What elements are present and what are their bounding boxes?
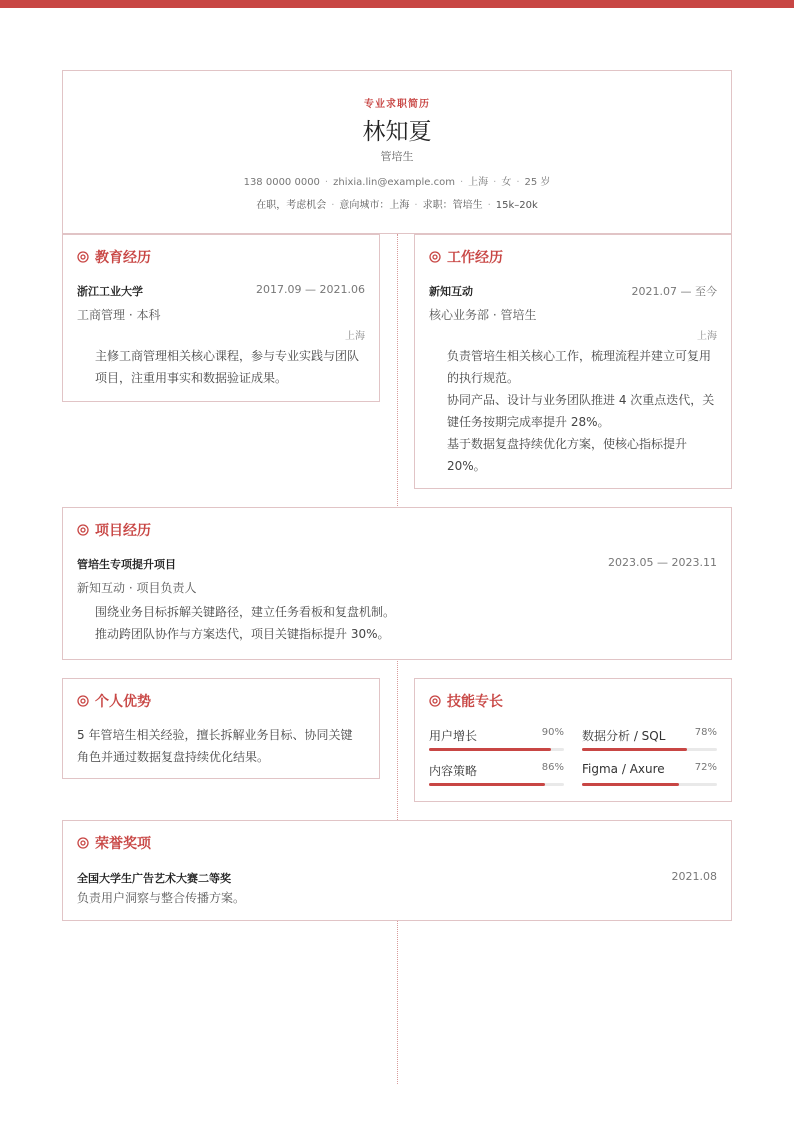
work-description — [447, 345, 714, 477]
education-desc-line: 主修工商管理相关核心课程，参与专业实践与团队 — [95, 349, 360, 363]
award-name: 全国大学生广告艺术大赛二等奖 — [77, 872, 231, 885]
education-school: 浙江工业大学 — [77, 285, 143, 298]
project-desc-line: 推动跨团队协作与方案迭代，项目关键指标提升 30%。 — [95, 627, 390, 641]
skills-card — [414, 678, 732, 802]
work-desc-line: 键任务按期完成率提升 28%。 — [447, 415, 610, 429]
education-location: 上海 — [345, 331, 365, 342]
contact-gender: 女 — [501, 177, 512, 188]
contact-line: 138 0000 0000 · zhixia.lin@example.com · 上海 · 女 · 25 岁 — [243, 177, 551, 188]
skills-title: 技能专长 — [447, 694, 503, 710]
skill-bar — [429, 748, 564, 751]
contact-email: zhixia.lin@example.com — [333, 177, 455, 188]
skill-name: Figma / Axure — [582, 762, 665, 776]
target-icon — [77, 837, 89, 849]
skill-percent: 72% — [694, 762, 717, 773]
skill-bar-fill — [582, 783, 679, 786]
skill-name: 数据分析 / SQL — [582, 729, 666, 743]
awards-card — [62, 820, 732, 921]
project-dates: 2023.05 — 2023.11 — [608, 556, 717, 569]
contact-age: 25 岁 — [524, 177, 551, 188]
education-desc-line: 项目，注重用事实和数据验证成果。 — [95, 371, 288, 385]
resume-kicker: 专业求职简历 — [364, 99, 430, 110]
award-date: 2021.08 — [671, 870, 717, 883]
header-card — [62, 70, 732, 234]
target-icon — [77, 695, 89, 707]
education-heading — [77, 247, 151, 267]
strengths-heading — [77, 691, 151, 711]
skill-bar — [429, 783, 564, 786]
award-description: 负责用户洞察与整合传播方案。 — [77, 891, 246, 905]
education-major: 工商管理 · 本科 — [77, 308, 161, 322]
work-desc-line: 协同产品、设计与业务团队推进 4 次重点迭代，关 — [447, 393, 715, 407]
education-title: 教育经历 — [95, 250, 151, 266]
skills-heading — [429, 691, 503, 711]
strengths-title: 个人优势 — [95, 694, 151, 710]
target-icon — [429, 251, 441, 263]
candidate-role: 管培生 — [380, 150, 414, 163]
status-job: 在职，考虑机会 — [256, 200, 327, 211]
education-dates: 2017.09 — 2021.06 — [256, 283, 365, 296]
work-desc-line: 的执行规范。 — [447, 371, 520, 385]
strengths-card — [62, 678, 380, 779]
project-heading — [77, 520, 151, 540]
skill-bar — [582, 783, 717, 786]
strengths-description — [77, 724, 352, 768]
project-title: 项目经历 — [95, 523, 151, 539]
work-dates: 2021.07 — 至今 — [631, 285, 717, 298]
work-desc-line: 基于数据复盘持续优化方案，使核心指标提升 — [447, 437, 688, 451]
status-target: 求职：管培生 — [422, 200, 483, 211]
project-card — [62, 507, 732, 660]
work-card — [414, 234, 732, 489]
work-location: 上海 — [697, 331, 717, 342]
project-name: 管培生专项提升项目 — [77, 558, 176, 571]
work-dept: 核心业务部 · 管培生 — [429, 308, 537, 322]
candidate-name: 林知夏 — [362, 119, 432, 145]
contact-city: 上海 — [468, 177, 489, 188]
awards-title: 荣誉奖项 — [95, 836, 151, 852]
target-icon — [77, 251, 89, 263]
top-accent-bar — [0, 0, 794, 8]
contact-phone: 138 0000 0000 — [243, 177, 320, 188]
work-title: 工作经历 — [447, 250, 503, 266]
status-line: 在职，考虑机会 · 意向城市：上海 · 求职：管培生 · 15k–20k — [256, 200, 538, 211]
status-salary: 15k–20k — [495, 200, 538, 211]
skill-bar-fill — [582, 748, 687, 751]
skill-name: 用户增长 — [429, 729, 478, 743]
skill-percent: 86% — [541, 762, 564, 773]
work-heading — [429, 247, 503, 267]
skill-bar — [582, 748, 717, 751]
skill-percent: 90% — [541, 727, 564, 738]
target-icon — [429, 695, 441, 707]
strengths-desc-line: 角色并通过数据复盘持续优化结果。 — [77, 750, 270, 764]
skill-bar-fill — [429, 783, 545, 786]
project-role: 新知互动 · 项目负责人 — [77, 581, 197, 595]
project-desc-line: 围绕业务目标拆解关键路径，建立任务看板和复盘机制。 — [95, 605, 396, 619]
strengths-desc-line: 5 年管培生相关经验，擅长拆解业务目标、协同关键 — [77, 728, 353, 742]
work-company: 新知互动 — [429, 285, 473, 298]
skill-bar-fill — [429, 748, 551, 751]
work-desc-line: 20%。 — [447, 459, 486, 473]
project-description — [95, 601, 395, 645]
education-description — [95, 345, 359, 389]
work-desc-line: 负责管培生相关核心工作，梳理流程并建立可复用 — [447, 349, 712, 363]
target-icon — [77, 524, 89, 536]
skill-name: 内容策略 — [429, 764, 478, 778]
status-city: 意向城市：上海 — [339, 200, 410, 211]
education-card — [62, 234, 380, 402]
awards-heading — [77, 833, 151, 853]
skill-percent: 78% — [694, 727, 717, 738]
